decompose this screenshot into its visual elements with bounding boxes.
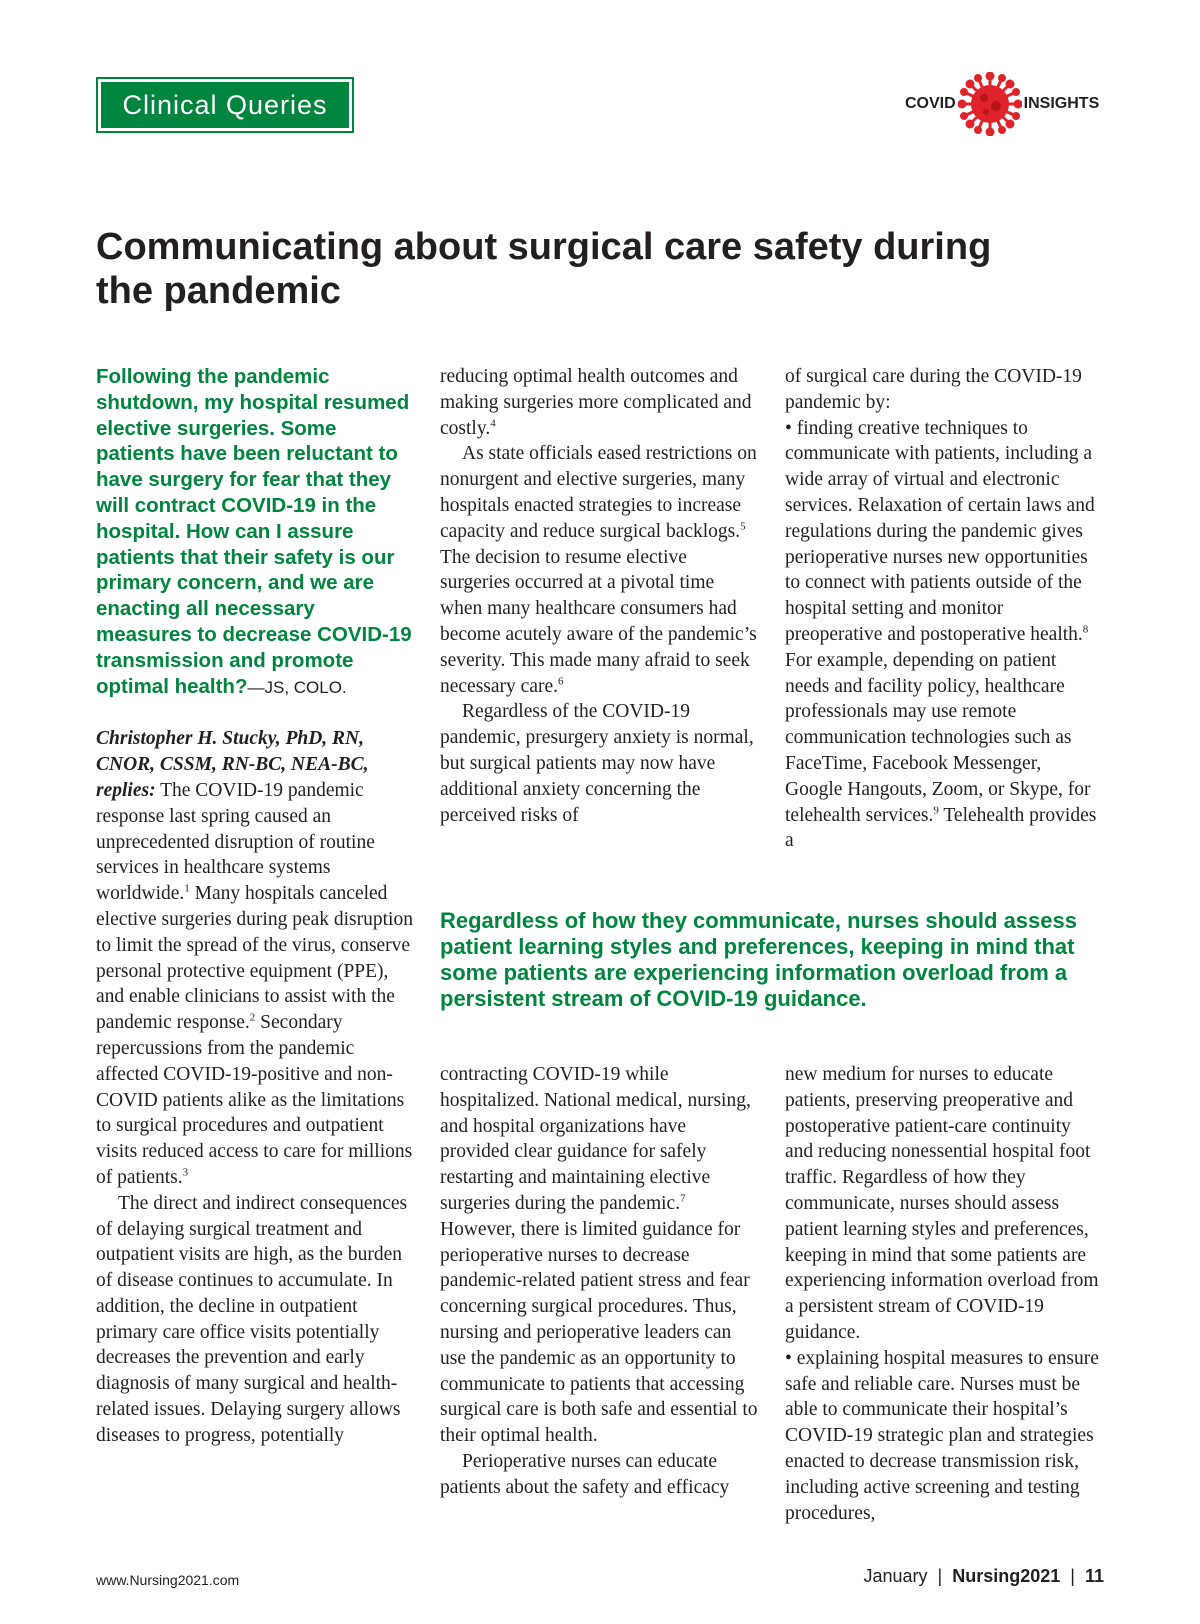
body-text: contracting COVID-19 while hospitalized. National medical, nursing, and hospital organizations have provided clear guidance for safely restarting and maintaining elective surgeries during the pandemic.	[440, 1064, 751, 1214]
body-text: • finding creative techniques to communicate with patients, including a wide array of virtual and electronic services. Relaxation of certain laws and regulations during the pandemic gives perioperative nurses new opportunities to connect with patients outside of the hospital setting and monitor preoperative and postoperative health.	[785, 417, 1095, 645]
body-paragraph	[440, 1062, 758, 1449]
ref-9: 9	[933, 804, 939, 817]
question-text: Following the pandemic shutdown, my hospital resumed elective surgeries. Some patients have been reluctant to have surgery for fear that they will contract COVID-19 in the hospital. How can I assure patients that their safety is our primary concern, and we are enacting all necessary measures to decrease COVID-19 transmission and promote optimal health?	[96, 365, 412, 698]
column-1	[96, 364, 414, 1449]
footer-folio	[864, 1566, 1105, 1587]
body-text: reducing optimal health outcomes and making surgeries more complicated and costly.	[440, 366, 752, 439]
body-text: For example, depending on patient needs and facility policy, healthcare professionals may use remote communication technologies such as FaceTime, Facebook Messenger, Google Hangouts, Zoom, or Skype, for telehealth services.	[785, 649, 1091, 826]
ref-7: 7	[680, 1192, 686, 1205]
column-3-bottom	[785, 1062, 1103, 1526]
logo-right-text: INSIGHTS	[1023, 95, 1100, 112]
body-text: Telehealth provides a	[785, 804, 1097, 852]
column-2-top	[440, 364, 758, 828]
footer-publication: Nursing2021	[952, 1566, 1061, 1586]
body-paragraph	[440, 441, 758, 699]
answer-paragraph-1	[96, 726, 414, 1190]
logo-left-text: COVID	[905, 95, 956, 112]
bullet-paragraph	[785, 416, 1103, 855]
ref-3: 3	[182, 1166, 189, 1179]
article-title: Communicating about surgical care safety during the pandemic	[96, 226, 992, 312]
footer-separator: |	[1070, 1566, 1075, 1586]
question-initials: —JS, COLO.	[247, 677, 347, 697]
reader-question	[96, 364, 414, 700]
bullet-paragraph: • explaining hospital measures to ensure safe and reliable care. Nurses must be able to communicate their hospital’s COVID-19 strategic plan and strategies enacted to decrease transmission risk, including active screening and testing procedures,	[785, 1347, 1099, 1524]
ref-6: 6	[558, 675, 564, 688]
column-3-top	[785, 364, 1103, 854]
column-2-bottom	[440, 1062, 758, 1501]
footer-separator: |	[937, 1566, 943, 1586]
answer-text: Many hospitals canceled elective surgeries during peak disruption to limit the spread of the virus, conserve personal protective equipment (PPE), and enable clinicians to assist with the pandemic response.	[96, 883, 413, 1034]
ref-4: 4	[490, 417, 496, 430]
body-paragraph: Regardless of the COVID-19 pandemic, presurgery anxiety is normal, but surgical patients may now have additional anxiety concerning the perceived risks of	[440, 701, 754, 826]
footer-website: www.Nursing2021.com	[96, 1572, 240, 1588]
body-text: As state officials eased restrictions on nonurgent and elective surgeries, many hospitals enacted strategies to increase capacity and reduce surgical backlogs.	[440, 443, 757, 542]
body-paragraph: new medium for nurses to educate patients, preserving preoperative and postoperative patient-care continuity and reducing nonessential hospital foot traffic. Regardless of how they communicate, nurses should assess patient learning styles and preferences, keeping in mind that some patients are experiencing information overload from a persistent stream of COVID-19 guidance.	[785, 1064, 1099, 1343]
author-byline: Christopher H. Stucky, PhD, RN, CNOR, CSSM, RN-BC, NEA-BC, replies:	[96, 728, 369, 801]
body-text: The decision to resume elective surgeries occurred at a pivotal time when many healthcare consumers had become acutely aware of the pandemic’s severity. This made many afraid to seek necessary care.	[440, 546, 757, 697]
ref-8: 8	[1082, 623, 1089, 636]
section-label: Clinical Queries	[101, 82, 349, 128]
ref-1: 1	[184, 882, 190, 895]
body-paragraph	[440, 364, 758, 441]
footer-month: January	[863, 1566, 928, 1586]
answer-text: Secondary repercussions from the pandemic affected COVID-19-positive and non-COVID patients alike as the limitations to surgical procedures and outpatient visits reduced access to care for millions of patients.	[96, 1012, 413, 1188]
ref-2: 2	[249, 1011, 256, 1024]
ref-5: 5	[740, 520, 746, 533]
virus-icon	[958, 72, 1022, 136]
section-badge	[96, 77, 354, 133]
body-paragraph: Perioperative nurses can educate patients about the safety and efficacy	[440, 1450, 730, 1498]
covid-insights-logo	[905, 72, 1105, 136]
body-text: However, there is limited guidance for perioperative nurses to decrease pandemic-related patient stress and fear concerning surgical procedures. Thus, nursing and perioperative leaders can use the pandemic as an opportunity to communicate to patients that accessing surgical care is both safe and essential to their optimal health.	[440, 1218, 758, 1447]
pull-quote: Regardless of how they communicate, nurses should assess patient learning styles and preferences, keeping in mind that some patients are experiencing information overload from a persistent stream of COVID-19 guidance.	[440, 908, 1077, 1011]
answer-paragraph-2: The direct and indirect consequences of delaying surgical treatment and outpatient visits are high, as the burden of disease continues to accumulate. In addition, the decline in outpatient primary care office visits potentially decreases the prevention and early diagnosis of many surgical and health-related issues. Delaying surgery allows diseases to progress, potentially	[96, 1192, 408, 1446]
answer-text: The COVID-19 pandemic response last spring caused an unprecedented disruption of routine services in healthcare systems worldwide.	[96, 779, 375, 905]
page-number: 11	[1084, 1566, 1104, 1586]
body-paragraph: of surgical care during the COVID-19 pandemic by:	[785, 366, 1082, 413]
